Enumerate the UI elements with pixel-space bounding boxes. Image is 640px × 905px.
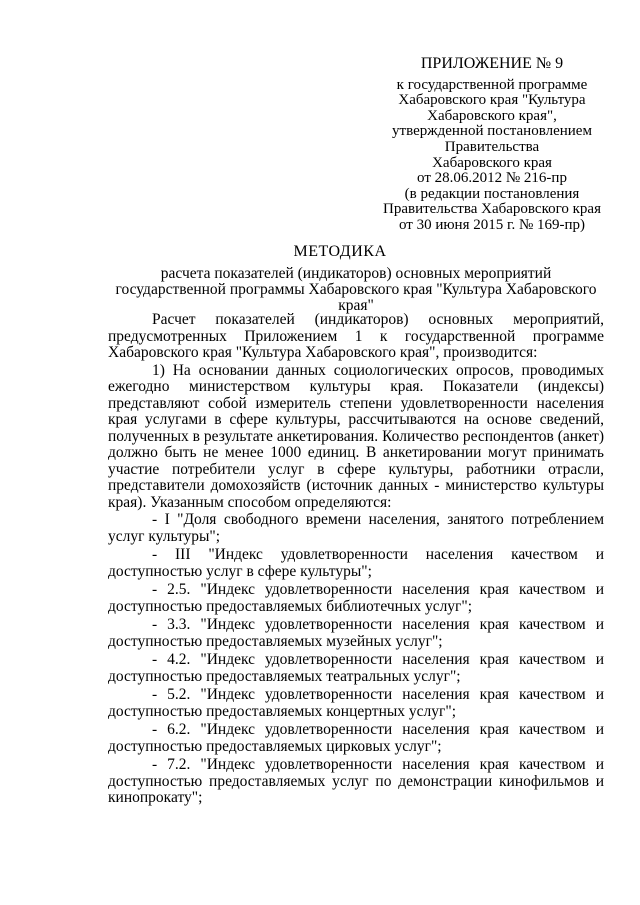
indicator-item: - 2.5. "Индекс удовлетворенности населения края качеством и доступностью предоставляемых библиотечных услуг"; [108, 581, 604, 615]
appendix-header [372, 56, 612, 234]
appendix-line: Правительства [444, 138, 540, 155]
indicator-item: - III "Индекс удовлетворенности населения качеством и доступностью услуг в сфере культуры"; [108, 546, 604, 580]
appendix-line: Правительства Хабаровского края [383, 201, 601, 218]
appendix-line: Хабаровского края", [427, 107, 557, 124]
method-paragraph: 1) На основании данных социологических опросов, проводимых ежегодно министерством культуры края. Показатели (индексы) представляют собой измеритель степени удовлетворенности населения края услугами в сфере культуры, рассчитываются на основе сведений, полученных в результате анкетирования. Количество респондентов (анкет) должно быть не менее 1000 единиц. В анкетировании могут принимать участие потребители услуг в сфере культуры, работники отрасли, представители домохозяйств (источник данных - министерство культуры края). Указанным способом определяются: [108, 361, 604, 511]
appendix-line: утвержденной постановлением [392, 123, 592, 140]
appendix-line: к государственной программе [396, 76, 588, 93]
intro-paragraph: Расчет показателей (индикаторов) основных мероприятий, предусмотренных Приложением 1 к государственной программе Хабаровского края "Культура Хабаровского края", производится: [108, 311, 604, 361]
document-title: МЕТОДИКА [293, 243, 387, 260]
indicator-item: - I "Доля свободного времени населения, занятого потреблением услуг культуры"; [108, 511, 604, 545]
appendix-title: ПРИЛОЖЕНИЕ № 9 [420, 55, 564, 72]
appendix-line: (в редакции постановления [404, 185, 580, 202]
indicator-item: - 6.2. "Индекс удовлетворенности населения края качеством и доступностью предоставляемых цирковых услуг"; [108, 721, 604, 755]
appendix-line: Хабаровского края "Культура [398, 92, 586, 109]
indicator-item: - 3.3. "Индекс удовлетворенности населения края качеством и доступностью предоставляемых музейных услуг"; [108, 616, 604, 650]
appendix-line: Хабаровского края [432, 154, 552, 171]
appendix-line: от 30 июня 2015 г. № 169-пр) [398, 216, 586, 233]
document-body [108, 312, 604, 807]
indicator-item: - 4.2. "Индекс удовлетворенности населения края качеством и доступностью предоставляемых театральных услуг"; [108, 651, 604, 685]
indicator-item: - 5.2. "Индекс удовлетворенности населения края качеством и доступностью предоставляемых концертных услуг"; [108, 686, 604, 720]
document-subtitle: расчета показателей (индикаторов) основных мероприятий государственной программы Хабаровского края "Культура Хабаровского края" [115, 265, 597, 314]
indicator-item: - 7.2. "Индекс удовлетворенности населения края качеством и доступностью предоставляемых услуг по демонстрации кинофильмов и кинопрокату"; [108, 756, 604, 806]
appendix-line: от 28.06.2012 № 216-пр [417, 170, 567, 187]
